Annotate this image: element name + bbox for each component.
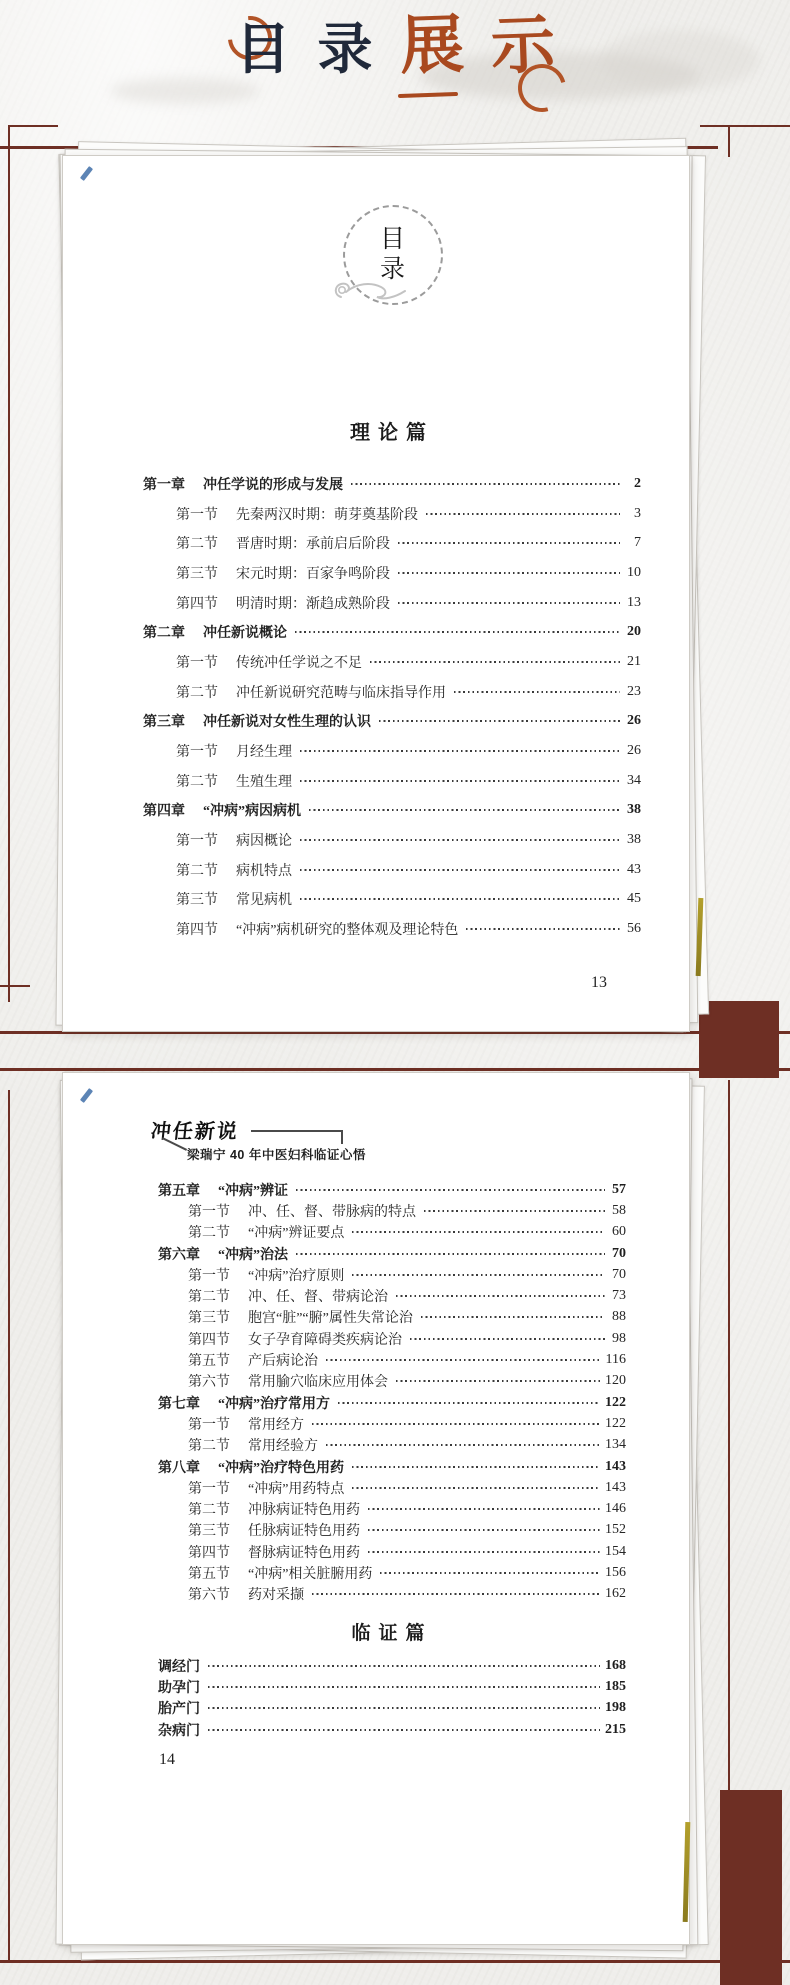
- toc-entry-page: 7: [634, 535, 641, 551]
- dot-leader: [426, 513, 620, 515]
- toc-entry-label: 第六章: [158, 1247, 200, 1263]
- toc-entry-label: 第五节: [188, 1566, 230, 1582]
- toc-entry-label: 第二节: [176, 863, 218, 879]
- logo-rule-hook: [341, 1130, 343, 1144]
- dot-leader: [368, 1529, 600, 1531]
- toc-entry-title: 病因概论: [236, 834, 292, 850]
- dot-leader: [338, 1402, 600, 1404]
- toc-entry-title: 传统冲任学说之不足: [236, 655, 362, 671]
- toc-entry-page: 34: [627, 772, 641, 788]
- dot-leader: [424, 1210, 605, 1212]
- page1-sheet-stack: [62, 155, 690, 1032]
- toc-entry-label: 第一节: [188, 1481, 230, 1497]
- toc-entry-label: 第四节: [176, 923, 218, 939]
- toc-entry: [158, 1477, 626, 1498]
- toc-entry-page: 2: [634, 475, 641, 491]
- toc-entry-page: 70: [612, 1245, 626, 1261]
- toc-entry: [158, 1307, 626, 1328]
- toc-entry-page: 215: [605, 1721, 626, 1737]
- frame-line-right: [728, 1080, 730, 1792]
- toc-entry: [143, 588, 641, 618]
- toc-entry-label: 第一节: [176, 655, 218, 671]
- toc-entry-page: 26: [627, 743, 641, 759]
- dot-leader: [300, 898, 620, 900]
- dot-leader: [352, 1231, 605, 1233]
- toc-entry-title: 宋元时期：百家争鸣阶段: [236, 566, 390, 582]
- toc-list-theory: [143, 469, 641, 944]
- toc-entry-title: 冲、任、督、带脉病的特点: [248, 1204, 416, 1220]
- toc-entry-page: 198: [605, 1700, 626, 1716]
- toc-entry-title: 助孕门: [158, 1680, 200, 1696]
- toc-entry: [143, 647, 641, 677]
- toc-entry-label: 第三节: [176, 893, 218, 909]
- dot-leader: [352, 1274, 605, 1276]
- maroon-block-bottom: [720, 1790, 782, 1985]
- toc-entry-title: “冲病”辨证要点: [248, 1226, 345, 1242]
- banner-char: 录: [317, 19, 373, 80]
- toc-entry-title: “冲病”治疗常用方: [218, 1396, 330, 1412]
- toc-entry: [158, 1520, 626, 1541]
- toc-entry-label: 第二节: [188, 1503, 230, 1519]
- toc-entry: [143, 855, 641, 885]
- toc-seal-char: 目: [379, 225, 406, 253]
- toc-list-main: [158, 1179, 626, 1605]
- toc-entry-title: “冲病”治疗原则: [248, 1268, 345, 1284]
- toc-entry-page: 56: [627, 921, 641, 937]
- banner-char: 示: [489, 8, 556, 83]
- dot-leader: [208, 1665, 600, 1667]
- dot-leader: [208, 1729, 600, 1731]
- frame-line-left: [8, 125, 10, 1002]
- separator-rule-bottom: [0, 1960, 790, 1963]
- toc-entry-label: 第六节: [188, 1588, 230, 1604]
- toc-entry-page: 88: [612, 1309, 626, 1325]
- section-heading-theory: 理论篇: [350, 422, 434, 444]
- toc-entry-label: 第一章: [143, 477, 185, 493]
- toc-entry-label: 第二节: [176, 685, 218, 701]
- toc-entry-title: 冲任新说对女性生理的认识: [203, 715, 371, 731]
- toc-entry-label: 第一节: [176, 834, 218, 850]
- dot-leader: [380, 1572, 600, 1574]
- dot-leader: [300, 839, 620, 841]
- toc-entry-page: 23: [627, 683, 641, 699]
- dot-leader: [351, 483, 620, 485]
- toc-entry-page: 38: [627, 802, 641, 818]
- toc-entry-title: 调经门: [158, 1659, 200, 1675]
- toc-entry-page: 3: [634, 505, 641, 521]
- toc-entry-page: 21: [627, 653, 641, 669]
- dot-leader: [352, 1487, 600, 1489]
- toc-entry-page: 58: [612, 1202, 626, 1218]
- dot-leader: [410, 1338, 605, 1340]
- dot-leader: [368, 1551, 600, 1553]
- toc-entry-label: 第二节: [188, 1226, 230, 1242]
- banner-char: 展: [398, 8, 465, 83]
- dot-leader: [396, 1380, 600, 1382]
- banner-char: 目: [235, 19, 291, 80]
- toc-entry-page: 134: [605, 1437, 626, 1453]
- toc-entry-title: “冲病”用药特点: [248, 1481, 345, 1497]
- toc-entry-label: 第四节: [176, 596, 218, 612]
- dot-leader: [208, 1707, 600, 1709]
- toc-entry-label: 第四章: [143, 804, 185, 820]
- dot-leader: [300, 750, 620, 752]
- toc-entry-title: 药对采撷: [248, 1588, 304, 1604]
- dot-leader: [379, 720, 620, 722]
- toc-entry-page: 57: [612, 1181, 626, 1197]
- page2-number: 14: [159, 1751, 175, 1768]
- toc-entry-label: 第二章: [143, 626, 185, 642]
- toc-entry: [158, 1371, 626, 1392]
- toc-entry-label: 第三节: [176, 566, 218, 582]
- toc-entry-page: 185: [605, 1678, 626, 1694]
- toc-entry-label: 第三节: [188, 1311, 230, 1327]
- toc-entry-page: 120: [605, 1373, 626, 1389]
- toc-entry: [158, 1200, 626, 1221]
- toc-entry-title: 女子孕育障碍类疾病论治: [248, 1332, 402, 1348]
- toc-entry-label: 第三节: [188, 1524, 230, 1540]
- toc-entry-label: 第三章: [143, 715, 185, 731]
- toc-entry: [143, 617, 641, 647]
- toc-entry-title: 明清时期：渐趋成熟阶段: [236, 596, 390, 612]
- toc-entry: [158, 1676, 626, 1697]
- toc-entry-label: 第七章: [158, 1396, 200, 1412]
- toc-entry-title: 冲脉病证特色用药: [248, 1503, 360, 1519]
- section-heading-clinical: 临证篇: [351, 1623, 433, 1644]
- toc-entry-page: 38: [627, 832, 641, 848]
- dot-leader: [396, 1295, 605, 1297]
- frame-line-top-left: [8, 125, 58, 127]
- frame-line-left-lower: [8, 1090, 10, 1962]
- book-subtitle: 梁瑞宁 40 年中医妇科临证心悟: [187, 1148, 366, 1162]
- toc-entry: [143, 707, 641, 737]
- toc-entry-page: 10: [627, 564, 641, 580]
- toc-entry-title: “冲病”病机研究的整体观及理论特色: [236, 923, 459, 939]
- toc-entry-page: 156: [605, 1564, 626, 1580]
- dot-leader: [300, 869, 620, 871]
- dot-leader: [296, 1253, 605, 1255]
- toc-entry: [143, 766, 641, 796]
- dot-leader: [398, 542, 620, 544]
- logo-rule: [251, 1130, 343, 1132]
- toc-entry-title: 任脉病证特色用药: [248, 1524, 360, 1540]
- toc-entry-title: 常见病机: [236, 893, 292, 909]
- page1-number: 13: [591, 974, 607, 991]
- page2-sheet-stack: [62, 1072, 690, 1945]
- toc-entry-label: 第一节: [188, 1268, 230, 1284]
- toc-entry-title: 冲任新说研究范畴与临床指导作用: [236, 685, 446, 701]
- dot-leader: [312, 1423, 600, 1425]
- toc-entry-title: 晋唐时期：承前启后阶段: [236, 537, 390, 553]
- toc-entry-label: 第二节: [176, 774, 218, 790]
- toc-entry-page: 26: [627, 713, 641, 729]
- maroon-block-mid: [699, 1001, 779, 1078]
- toc-entry: [158, 1498, 626, 1519]
- dot-leader: [326, 1444, 600, 1446]
- toc-entry: [158, 1584, 626, 1605]
- toc-entry: [143, 796, 641, 826]
- dot-leader: [300, 780, 620, 782]
- dot-leader: [295, 631, 620, 633]
- toc-entry-title: 杂病门: [158, 1723, 200, 1739]
- toc-entry-title: “冲病”辨证: [218, 1183, 288, 1199]
- toc-entry-label: 第五节: [188, 1354, 230, 1370]
- toc-entry-label: 第二节: [176, 537, 218, 553]
- toc-entry-title: 督脉病证特色用药: [248, 1545, 360, 1561]
- dot-leader: [466, 928, 620, 930]
- toc-entry-title: 冲任学说的形成与发展: [203, 477, 343, 493]
- toc-entry: [143, 499, 641, 529]
- toc-entry: [158, 1285, 626, 1306]
- toc-entry-page: 154: [605, 1543, 626, 1559]
- toc-entry-title: 胎产门: [158, 1702, 200, 1718]
- toc-entry-label: 第一节: [188, 1417, 230, 1433]
- toc-entry: [143, 558, 641, 588]
- toc-entry-page: 13: [627, 594, 641, 610]
- toc-entry: [158, 1719, 626, 1740]
- toc-entry-page: 98: [612, 1330, 626, 1346]
- toc-entry-page: 70: [612, 1266, 626, 1282]
- toc-entry-page: 152: [605, 1522, 626, 1538]
- toc-entry: [158, 1435, 626, 1456]
- toc-entry-label: 第一节: [188, 1204, 230, 1220]
- dot-leader: [421, 1316, 605, 1318]
- dot-leader: [368, 1508, 600, 1510]
- toc-entry-title: 生殖生理: [236, 774, 292, 790]
- toc-seal-char: 录: [379, 256, 406, 283]
- toc-entry-title: 常用经方: [248, 1417, 304, 1433]
- toc-entry-page: 122: [605, 1415, 626, 1431]
- toc-entry-page: 73: [612, 1288, 626, 1304]
- toc-entry-label: 第二节: [188, 1439, 230, 1455]
- toc-entry: [158, 1698, 626, 1719]
- dot-leader: [208, 1686, 600, 1688]
- toc-entry: [158, 1392, 626, 1413]
- banner-title: [0, 8, 790, 112]
- separator-rule-mid-lower: [0, 1068, 790, 1071]
- dot-leader: [352, 1466, 600, 1468]
- toc-entry: [143, 914, 641, 944]
- toc-entry: [158, 1456, 626, 1477]
- toc-entry-page: 143: [605, 1458, 626, 1474]
- toc-entry: [158, 1264, 626, 1285]
- toc-entry-label: 第八章: [158, 1460, 200, 1476]
- dot-leader: [326, 1359, 601, 1361]
- toc-entry: [158, 1562, 626, 1583]
- toc-entry-title: “冲病”相关脏腑用药: [248, 1566, 373, 1582]
- toc-entry: [158, 1243, 626, 1264]
- dot-leader: [454, 691, 620, 693]
- book-logo: 冲任新说: [149, 1121, 240, 1143]
- toc-entry-page: 122: [605, 1394, 626, 1410]
- frame-tick-left: [0, 985, 30, 987]
- toc-entry-label: 第一节: [176, 745, 218, 761]
- toc-entry-page: 45: [627, 891, 641, 907]
- toc-entry-title: “冲病”治法: [218, 1247, 288, 1263]
- toc-entry: [158, 1328, 626, 1349]
- dot-leader: [312, 1593, 600, 1595]
- dot-leader: [296, 1189, 605, 1191]
- toc-entry-page: 20: [627, 624, 641, 640]
- toc-entry-label: 第五章: [158, 1183, 200, 1199]
- toc-entry: [143, 736, 641, 766]
- frame-line-top-right: [700, 125, 790, 127]
- toc-entry-page: 60: [612, 1224, 626, 1240]
- toc-entry-page: 116: [605, 1352, 626, 1368]
- toc-entry-title: 先秦两汉时期：萌芽奠基阶段: [236, 507, 418, 523]
- toc-entry-page: 146: [605, 1501, 626, 1517]
- toc-entry: [143, 885, 641, 915]
- toc-entry-label: 第二节: [188, 1290, 230, 1306]
- toc-entry: [158, 1349, 626, 1370]
- toc-entry-page: 43: [627, 861, 641, 877]
- toc-entry-label: 第一节: [176, 507, 218, 523]
- toc-entry-title: 胞宫“脏”“腑”属性失常论治: [248, 1311, 413, 1327]
- toc-entry-title: 常用腧穴临床应用体会: [248, 1375, 388, 1391]
- toc-entry-page: 162: [605, 1586, 626, 1602]
- toc-entry: [158, 1179, 626, 1200]
- toc-entry: [143, 528, 641, 558]
- toc-entry-title: 产后病论治: [248, 1354, 318, 1370]
- dot-leader: [398, 602, 620, 604]
- toc-entry-label: 第四节: [188, 1332, 230, 1348]
- toc-entry-title: 冲、任、督、带病论治: [248, 1290, 388, 1306]
- cloud-ornament-icon: [331, 270, 409, 306]
- frame-line-right-top: [728, 125, 730, 157]
- toc-list-clinical: [158, 1655, 626, 1740]
- dot-leader: [309, 809, 620, 811]
- dot-leader: [398, 572, 620, 574]
- toc-entry: [143, 677, 641, 707]
- toc-entry-title: “冲病”病因病机: [203, 804, 301, 820]
- toc-entry-title: 病机特点: [236, 863, 292, 879]
- toc-entry-title: “冲病”治疗特色用药: [218, 1460, 344, 1476]
- toc-entry: [158, 1413, 626, 1434]
- toc-entry-label: 第四节: [188, 1545, 230, 1561]
- toc-entry: [158, 1655, 626, 1676]
- dot-leader: [370, 661, 620, 663]
- page1: [62, 155, 690, 1032]
- toc-entry-title: 月经生理: [236, 745, 292, 761]
- toc-entry-page: 168: [605, 1657, 626, 1673]
- toc-entry: [158, 1222, 626, 1243]
- toc-entry-page: 143: [605, 1479, 626, 1495]
- toc-entry: [158, 1541, 626, 1562]
- page2: [62, 1072, 690, 1945]
- toc-entry: [143, 825, 641, 855]
- toc-entry-label: 第六节: [188, 1375, 230, 1391]
- toc-entry-title: 冲任新说概论: [203, 626, 287, 642]
- toc-entry-title: 常用经验方: [248, 1439, 318, 1455]
- toc-entry: [143, 469, 641, 499]
